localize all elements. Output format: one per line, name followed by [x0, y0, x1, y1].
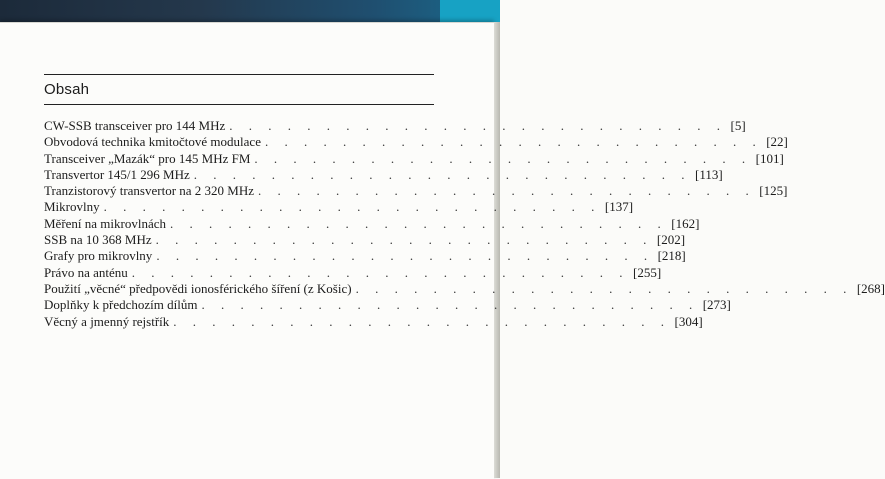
- toc-entry-page: [255]: [633, 264, 662, 280]
- table-of-contents: [44, 118, 885, 330]
- toc-leader-dots: . . . . . . . . . . . . . . . . . . . . . . . . . .: [156, 248, 654, 264]
- toc-entry: [44, 166, 723, 183]
- toc-leader-dots: . . . . . . . . . . . . . . . . . . . . . . . . . .: [201, 297, 699, 313]
- toc-entry: [44, 215, 700, 232]
- toc-entry: [44, 297, 731, 313]
- toc-leader-dots: . . . . . . . . . . . . . . . . . . . . . . . . . .: [173, 313, 671, 329]
- toc-entry-page: [162]: [671, 215, 700, 231]
- cover-spine-edge: [440, 0, 500, 24]
- toc-entry: [44, 248, 686, 264]
- toc-entry-title: Mikrovlny: [44, 199, 100, 215]
- toc-entry-page: [5]: [730, 118, 746, 133]
- heading-rule-bottom: [44, 104, 434, 105]
- toc-entry-page: [101]: [755, 150, 784, 166]
- toc-entry-title: Obvodová technika kmitočtové modulace: [44, 134, 261, 150]
- toc-leader-dots: . . . . . . . . . . . . . . . . . . . . . . . . . .: [254, 150, 752, 166]
- toc-entry: [44, 264, 662, 281]
- toc-entry-title: Měření na mikrovlnách: [44, 215, 167, 231]
- toc-entry-title: SSB na 10 368 MHz: [44, 232, 152, 248]
- toc-leader-dots: . . . . . . . . . . . . . . . . . . . . . . . . . .: [258, 183, 756, 199]
- toc-entry-page: [304]: [674, 313, 703, 329]
- toc-entry-page: [273]: [702, 297, 731, 313]
- toc-leader-dots: . . . . . . . . . . . . . . . . . . . . . . . . . .: [170, 215, 668, 231]
- toc-entry-title: Tranzistorový transvertor na 2 320 MHz: [44, 183, 255, 199]
- toc-entry-page: [125]: [759, 183, 788, 199]
- toc-entry-title: Transceiver „Mazák“ pro 145 MHz FM: [44, 150, 251, 166]
- page-title: Obsah: [44, 81, 90, 98]
- toc-leader-dots: . . . . . . . . . . . . . . . . . . . . . . . . . .: [193, 166, 692, 182]
- toc-entry: [44, 118, 746, 134]
- toc-entry-title: Použití „věcné“ předpovědi ionosférického šíření (z Košic): [44, 280, 352, 296]
- heading-rule-top: [44, 74, 434, 75]
- toc-entry: [44, 232, 686, 248]
- toc-entry-title: Grafy pro mikrovlny: [44, 248, 153, 264]
- toc-leader-dots: . . . . . . . . . . . . . . . . . . . . . . . . . .: [155, 232, 653, 248]
- toc-entry: [44, 134, 788, 150]
- toc-leader-dots: . . . . . . . . . . . . . . . . . . . . . . . . . .: [131, 264, 630, 280]
- toc-entry: [44, 280, 885, 297]
- toc-leader-dots: . . . . . . . . . . . . . . . . . . . . . . . . . .: [103, 199, 601, 215]
- toc-entry: [44, 183, 788, 199]
- toc-entry: [44, 313, 703, 330]
- toc-entry-title: Věcný a jmenný rejstřík: [44, 313, 170, 329]
- toc-entry-page: [137]: [604, 199, 634, 215]
- toc-entry-page: [113]: [695, 166, 723, 182]
- toc-leader-dots: . . . . . . . . . . . . . . . . . . . . . . . . . .: [264, 134, 763, 150]
- toc-leader-dots: . . . . . . . . . . . . . . . . . . . . . . . . . .: [229, 118, 727, 133]
- toc-entry-title: CW-SSB transceiver pro 144 MHz: [44, 118, 226, 133]
- toc-entry-title: Právo na anténu: [44, 264, 128, 280]
- toc-entry-page: [22]: [766, 134, 788, 150]
- toc-entry-page: [268]: [856, 280, 885, 296]
- toc-entry: [44, 150, 784, 167]
- toc-entry: [44, 199, 634, 215]
- book-cover-edge: [0, 0, 500, 24]
- toc-entry-title: Transvertor 145/1 296 MHz: [44, 166, 190, 182]
- toc-entry-page: [202]: [656, 232, 686, 248]
- toc-entry-title: Doplňky k předchozím dílům: [44, 297, 198, 313]
- toc-leader-dots: . . . . . . . . . . . . . . . . . . . . . . . . . .: [355, 280, 853, 296]
- toc-entry-page: [218]: [657, 248, 686, 264]
